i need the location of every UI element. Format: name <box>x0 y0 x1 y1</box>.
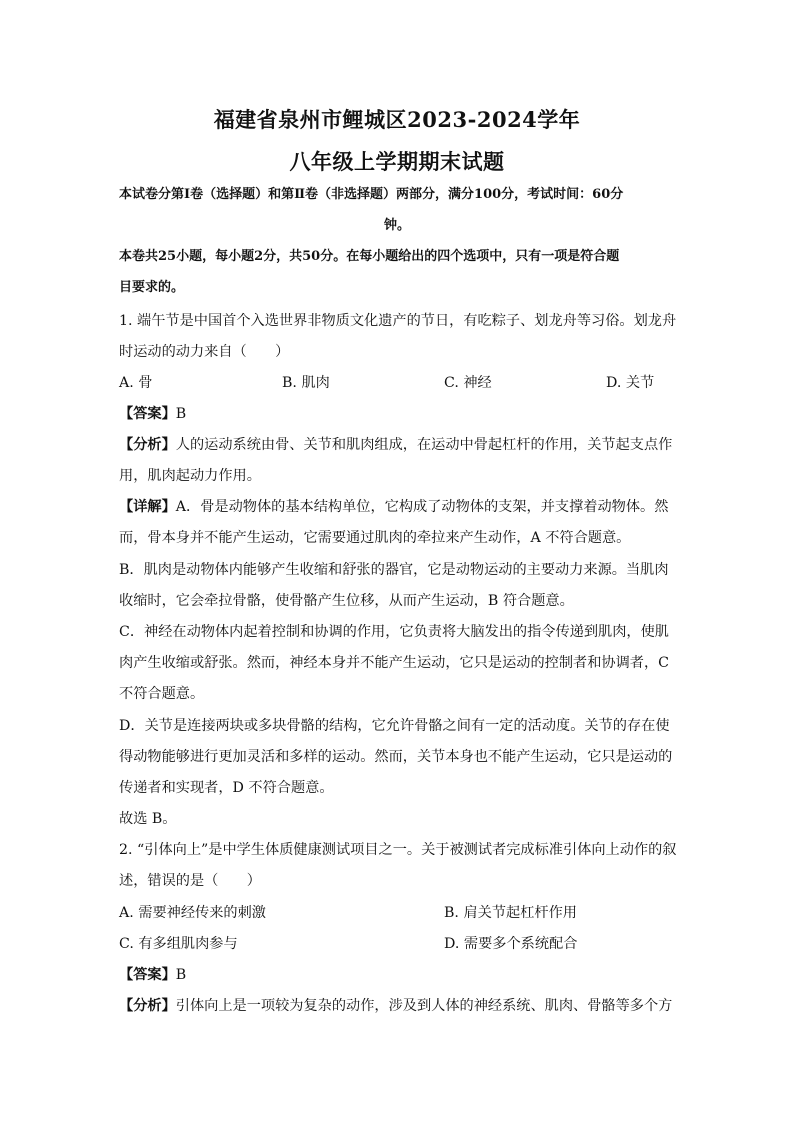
q1-detail <box>119 497 679 517</box>
analysis-label: 【分析】 <box>119 998 176 1014</box>
q1-detail-line: C．神经在动物体内起着控制和协调的作用，它负责将大脑发出的指令传递到肌肉，使肌 <box>119 624 669 640</box>
section-note-line: 本卷共25小题，每小题2分，共50分。在每小题给出的四个选项中，只有一项是符合题 <box>119 249 620 264</box>
q1-detail-line: B．肌肉是动物体内能够产生收缩和舒张的器官，它是动物运动的主要动力来源。当肌肉 <box>119 562 669 578</box>
analysis-text: 人的运动系统由骨、关节和肌肉组成，在运动中骨起杠杆的作用，关节起支点作 <box>175 437 673 453</box>
q1-detail-line: 而，骨本身并不能产生运动，它需要通过肌肉的牵拉来产生动作，A 不符合题意。 <box>119 530 631 546</box>
exam-instructions <box>119 179 675 241</box>
detail-label: 【详解】 <box>119 499 176 515</box>
answer-value: B <box>175 967 187 983</box>
q1-stem-line: 1. 端午节是中国首个入选世界非物质文化遗产的节日，有吃粽子、划龙舟等习俗。划龙舟 <box>119 313 677 329</box>
section-note-line: 目要求的。 <box>119 280 185 295</box>
q1-stem-line: 时运动的动力来自（ ） <box>119 344 290 360</box>
exam-note-line: 钟。 <box>383 218 410 233</box>
exam-note-line: 本试卷分第Ⅰ卷（选择题）和第Ⅱ卷（非选择题）两部分，满分100分，考试时间：60分 <box>119 187 624 202</box>
q2-analysis <box>119 996 679 1016</box>
q1-analysis <box>119 435 679 455</box>
detail-text: A．骨是动物体的基本结构单位，它构成了动物体的支架，并支撑着动物体。然 <box>175 499 669 515</box>
q1-analysis-line: 用，肌肉起动力作用。 <box>119 468 261 484</box>
document-subtitle: 八年级上学期期末试题 <box>289 149 505 174</box>
q1-detail-line: D．关节是连接两块或多块骨骼的结构，它允许骨骼之间有一定的活动度。关节的存在使 <box>119 718 670 734</box>
q1-detail-line: 得动物能够进行更加灵活和多样的运动。然而，关节本身也不能产生运动，它只是运动的 <box>119 749 673 765</box>
q1-detail-line: 收缩时，它会牵拉骨骼，使骨骼产生位移，从而产生运动，B 符合题意。 <box>119 593 574 609</box>
q2-option-a: A. 需要神经传来的刺激 <box>119 905 266 921</box>
q1-detail-line: 肉产生收缩或舒张。然而，神经本身并不能产生运动，它只是运动的控制者和协调者，C <box>119 655 669 671</box>
q1-answer <box>119 404 679 424</box>
q1-detail-line: 不符合题意。 <box>119 686 205 702</box>
answer-label: 【答案】 <box>119 406 176 422</box>
q2-answer <box>119 965 679 985</box>
q1-detail-line: 传递者和实现者，D 不符合题意。 <box>119 780 334 796</box>
answer-value: B <box>175 406 187 422</box>
q2-option-b: B. 肩关节起杠杆作用 <box>444 905 577 921</box>
q1-option-a: A. 骨 <box>119 375 153 391</box>
q1-option-c: C. 神经 <box>444 375 492 391</box>
analysis-text: 引体向上是一项较为复杂的动作，涉及到人体的神经系统、肌肉、骨骼等多个方 <box>175 998 673 1014</box>
q1-option-d: D. 关节 <box>606 375 655 391</box>
q2-option-d: D. 需要多个系统配合 <box>444 936 578 952</box>
q2-option-c: C. 有多组肌肉参与 <box>119 936 238 952</box>
document-title: 福建省泉州市鲤城区2023-2024学年 <box>213 107 581 132</box>
section-instructions <box>119 241 675 303</box>
q1-conclusion: 故选 B。 <box>119 811 177 827</box>
q1-option-b: B. 肌肉 <box>282 375 330 391</box>
q2-stem-line: 2. “引体向上”是中学生体质健康测试项目之一。关于被测试者完成标准引体向上动作的叙 <box>119 842 677 858</box>
analysis-label: 【分析】 <box>119 437 176 453</box>
answer-label: 【答案】 <box>119 967 176 983</box>
q2-stem-line: 述，错误的是（ ） <box>119 873 261 889</box>
